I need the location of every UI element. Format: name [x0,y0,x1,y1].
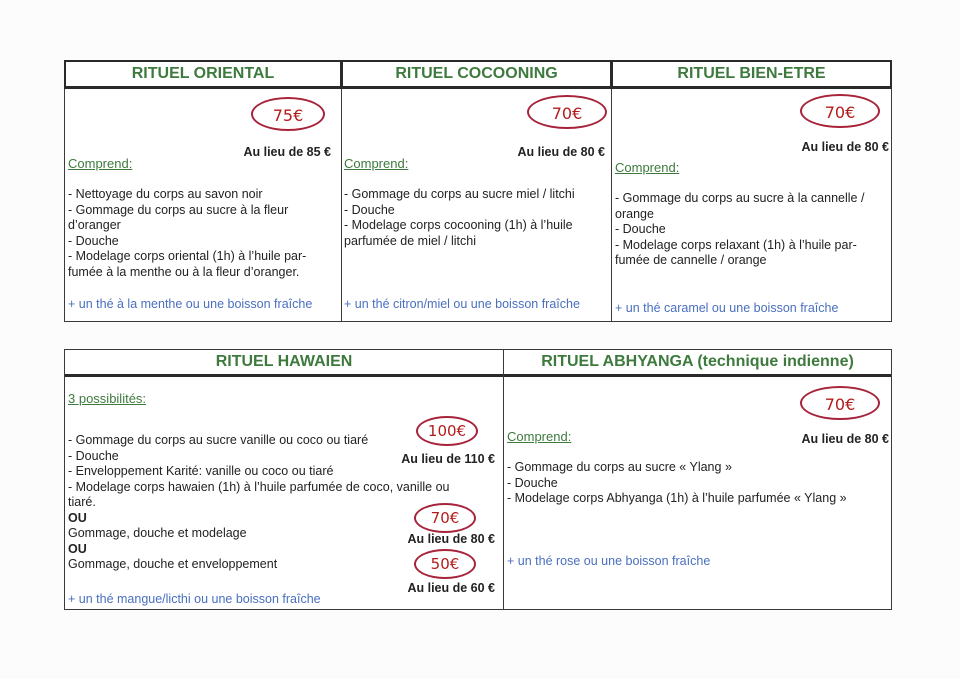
comprend-label: Comprend: [344,156,409,171]
list-item: parfumée de miel / litchi [344,233,477,248]
list-item: - Modelage corps hawaien (1h) à l’huile parfumée de coco, vanille ou [68,479,450,494]
card-title: RITUEL COCOONING [341,60,612,89]
or-separator: OU [68,541,87,556]
price-badge: 70€ [800,386,880,420]
card-title: RITUEL HAWAIEN [65,350,503,377]
list-item: - Nettoyage du corps au savon noir [68,187,263,201]
bonus-offer: + un thé à la menthe ou une boisson fraîche [68,297,313,311]
card-cocooning [341,60,612,322]
list-item: fumée à la menthe ou à la fleur d’oranger. [68,264,300,279]
price-badge-option-2: 70€ [414,503,476,533]
price-badge: 70€ [527,95,607,129]
list-item: - Douche [615,222,666,236]
original-price: Au lieu de 80 € [517,145,605,159]
bonus-offer: + un thé caramel ou une boisson fraîche [615,301,839,315]
treatment-list [615,191,864,269]
list-item: - Douche [68,448,119,463]
possibilities-label: 3 possibilités: [68,391,147,406]
bonus-offer: + un thé citron/miel ou une boisson fraîche [344,297,580,311]
treatment-list [507,460,847,507]
list-item: - Enveloppement Karité: vanille ou coco ou tiaré [68,464,334,478]
original-price-option-2: Au lieu de 80 € [407,532,495,546]
original-price-option-3: Au lieu de 60 € [407,581,495,595]
list-item: - Douche [68,233,119,248]
price-badge-option-1: 100€ [416,416,478,446]
bonus-offer: + un thé rose ou une boisson fraîche [507,554,711,568]
list-item: - Gommage du corps au sucre miel / litchi [344,187,575,201]
original-price: Au lieu de 80 € [801,140,889,154]
or-separator: OU [68,510,87,525]
list-item: d’oranger [68,218,121,232]
list-item: - Modelage corps Abhyanga (1h) à l’huile parfumée « Ylang » [507,491,847,505]
comprend-label: Comprend: [68,156,133,171]
comprend-label: Comprend: [507,429,572,444]
list-item: tiaré. [68,495,96,509]
list-item: orange [615,206,654,221]
price-badge: 70€ [800,94,880,128]
list-item: - Douche [507,475,558,490]
card-title: RITUEL ABHYANGA (technique indienne) [504,350,891,377]
list-item: - Gommage du corps au sucre à la fleur [68,202,289,217]
list-item: - Gommage du corps au sucre vanille ou coco ou tiaré [68,433,369,447]
list-item: - Modelage corps relaxant (1h) à l’huile par- [615,237,857,252]
list-item: - Gommage du corps au sucre à la cannelle / [615,191,865,205]
price-badge-option-3: 50€ [414,549,476,579]
option-2: Gommage, douche et modelage [68,526,247,540]
original-price-option-1: Au lieu de 110 € [401,452,495,466]
comprend-label: Comprend: [615,160,680,175]
original-price: Au lieu de 85 € [243,145,331,159]
list-item: - Modelage corps oriental (1h) à l’huile par- [68,249,307,263]
option-3: Gommage, douche et enveloppement [68,557,278,571]
list-item: - Douche [344,202,395,217]
list-item: - Modelage corps cocooning (1h) à l’huile [344,218,573,232]
treatment-list [68,187,306,280]
treatment-list [344,187,575,249]
card-oriental [64,60,342,322]
card-title: RITUEL ORIENTAL [64,60,342,89]
list-item: - Gommage du corps au sucre « Ylang » [507,460,732,474]
card-bienetre [611,60,892,322]
card-hawaien [64,349,504,610]
list-item: fumée de cannelle / orange [615,253,767,267]
bonus-offer: + un thé mangue/licthi ou une boisson fraîche [68,592,321,606]
price-badge: 75€ [251,97,325,131]
card-abhyanga [503,349,892,610]
original-price: Au lieu de 80 € [801,432,889,446]
card-title: RITUEL BIEN-ETRE [611,60,892,89]
